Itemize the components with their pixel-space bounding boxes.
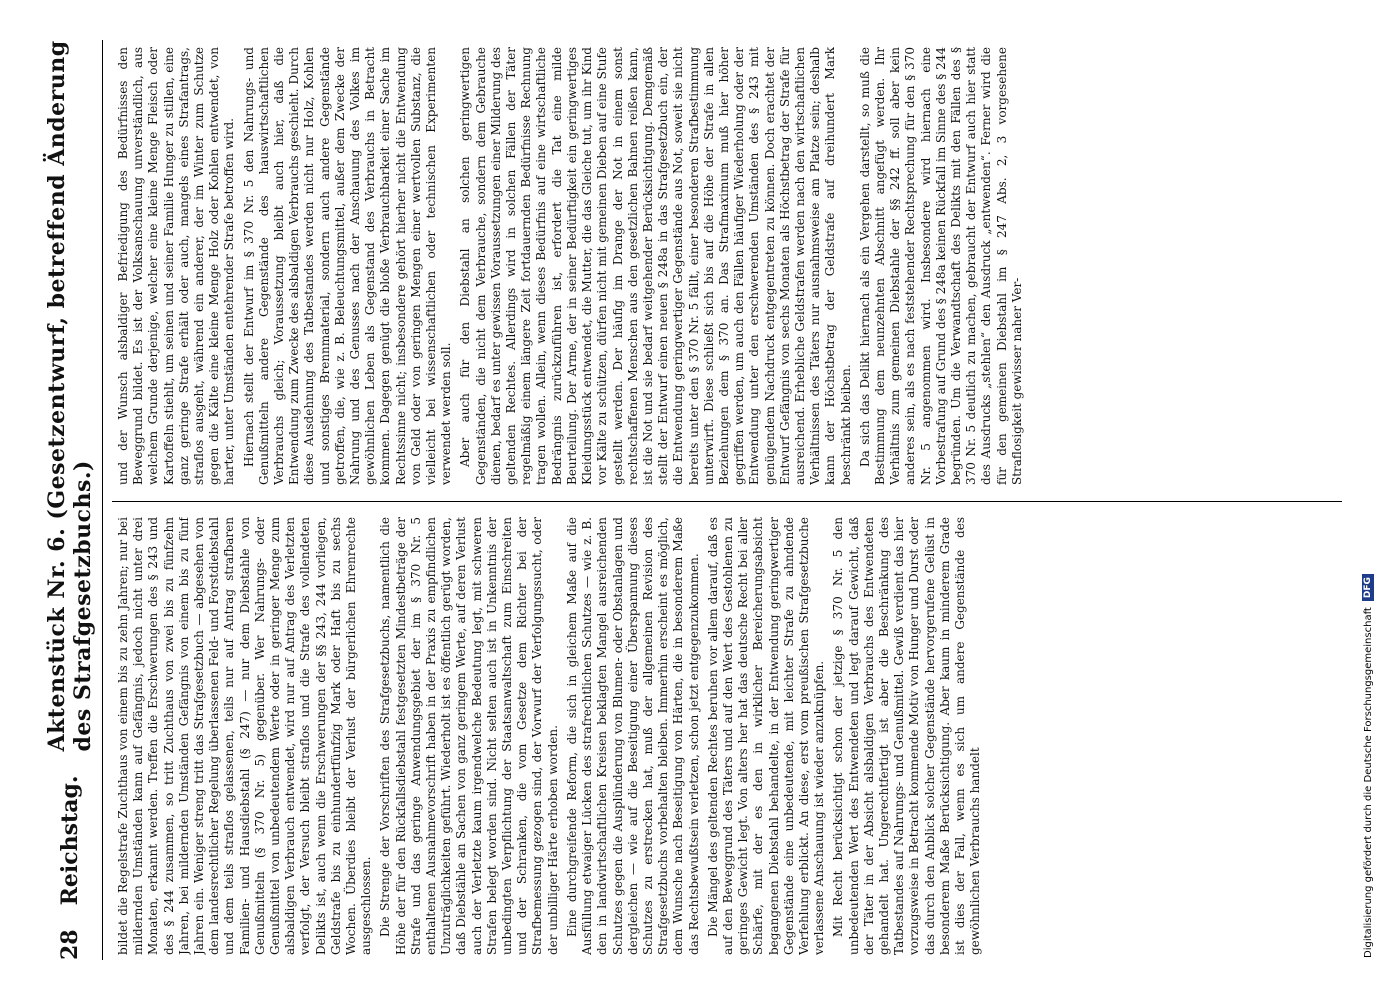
- page-title: Aktenstück Nr. 6. (Gesetzentwurf, betreffend Änderung des Strafgesetzbuchs.): [44, 40, 96, 752]
- left-column: [116, 517, 1341, 955]
- watermark-text-row: [1357, 18, 1379, 958]
- dfg-logo: DFG: [1362, 574, 1374, 601]
- right-column: [116, 47, 1341, 485]
- header-rule: [102, 40, 103, 960]
- watermark-text: Digitalisierung gefördert durch die Deutsche Forschungsgemeinschaft: [1362, 607, 1374, 958]
- paragraph: Aber auch für den Diebstahl an solchen geringwertigen Gegenständen, die nicht dem Verbrauche, sondern dem Gebrauche dienen, bedarf es unter gewissen Voraussetzungen einer Milderung des geltenden Rechtes. Allerdings wird in solchen Fällen der Täter regelmäßig einem längere Zeit fortdauernden Bedürfnisse Rechnung tragen wollen. Allein, wenn dieses Bedürfnis auf eine wirtschaftliche Bedrängnis zurückzuführen ist, erfordert die Tat eine milde Beurteilung. Der Arme, der in seiner Bedürftigkeit ein geringwertiges Kleidungsstück entwendet, die Mutter, die das Gleiche tut, um ihr Kind vor Kälte zu schützen, dürfen nicht mit gemeinen Dieben auf eine Stufe gestellt werden. Der häufig im Drange der Not in einem sonst rechtschaffenen Menschen aus den gesetzlichen Bahnen reißen kann, ist die Not und sie bedarf weitgehender Berücksichtigung. Demgemäß stellt der Entwurf einen neuen § 248a in das Strafgesetzbuch ein, der die Entwendung geringwertiger Gegenstände aus Not, soweit sie nicht bereits unter den § 370 Nr. 5 fällt, einer besonderen Strafbestimmung unterwirft. Diese schließt sich bis auf die Höhe der Strafe in allen Beziehungen dem § 370 an. Das Strafmaximum muß hier höher gegriffen werden, um auch den Fällen häufiger Wiederholung oder der Entwendung unter den erschwerenden Umständen des § 243 mit genügendem Nachdruck entgegentreten zu können. Doch erachtet der Entwurf Gefängnis von sechs Monaten als Höchstbetrag der Strafe für ausreichend. Erhebliche Geldstrafen werden nach den wirtschaftlichen Verhältnissen des Täters nur ausnahmsweise am Platze sein; deshalb kann der Höchstbetrag der Geldstrafe auf dreihundert Mark beschränkt bleiben.: [458, 47, 853, 485]
- paragraph: Hiernach stellt der Entwurf im § 370 Nr. 5 den Nahrungs- und Genußmitteln andere Gegenstände des hauswirtschaftlichen Verbrauchs gleich; Voraussetzung bleibt auch hier, daß die Entwendung zum Zwecke des alsbaldigen Verbrauchs geschieht. Durch diese Ausdehnung des Tatbestandes werden nicht nur Holz, Kohlen und sonstiges Brennmaterial, sondern auch andere Gegenstände getroffen, die, wie z. B. Beleuchtungsmittel, außer dem Zwecke der Nahrung und des Genusses nach der Anschauung des Volkes im gewöhnlichen Leben als Gegenstand des Verbrauchs in Betracht kommen. Dagegen genügt die bloße Verbrauchbarkeit einer Sache im Rechtssinne nicht; insbesondere gehört hierher nicht die Entwendung von Geld oder von geringen Mengen einer wertvollen Substanz, die vielleicht bei wissenschaftlichen oder technischen Experimenten verwendet werden soll.: [241, 47, 454, 485]
- paragraph: Eine durchgreifende Reform, die sich in gleichem Maße auf die Ausfüllung etwaiger Lücken des strafrechtlichen Schutzes — wie z. B. den in landwirtschaftlichen Kreisen beklagten Mangel ausreichenden Schutzes gegen die Ausplünderung von Blumen- oder Obstanlagen und dergleichen — wie auf die Beseitigung einer Überspannung dieses Schutzes zu erstrecken hat, muß der allgemeinen Revision des Strafgesetzbuchs vorbehalten bleiben. Immerhin erscheint es möglich, dem Wunsche nach Beseitigung von Härten, die in besonderem Maße das Rechtsbewußtsein verletzen, schon jetzt entgegenzukommen.: [564, 517, 701, 955]
- page-header: [40, 20, 100, 960]
- paragraph: Mit Recht berücksichtigt schon der jetzige § 370 Nr. 5 den unbedeutenden Wert des Entwendeten und legt darauf Gewicht, daß der Täter in der Absicht alsbaldigen Verbrauchs des Entwendeten gehandelt hat. Ungerechtfertigt ist aber die Beschränkung des Tatbestandes auf Nahrungs- und Genußmittel. Gewiß verdient das hier vorzugsweise in Betracht kommende Motiv von Hunger und Durst oder das durch den Anblick solcher Gegenstände hervorgerufene Gelüst in besonderem Maße Berücksichtigung. Aber kaum in minderem Grade ist dies der Fall, wenn es sich um andere Gegenstände des gewöhnlichen Verbrauchs handelt: [831, 517, 983, 955]
- header-reichstag: Reichstag.: [57, 775, 83, 906]
- paragraph: Da sich das Delikt hiernach als ein Vergehen darstellt, so muß die Bestimmung dem neunzehnten Abschnitt angefügt werden. Ihr Verhältnis zum gemeinen Diebstahle der §§ 242 ff. soll aber kein anderes sein, als es nach feststehender Rechtsprechung für den § 370 Nr. 5 angenommen wird. Insbesondere wird hiernach eine Vorbestrafung auf Grund des § 248a keinen Rückfall im Sinne des § 244 begründen. Um die Verwandtschaft des Delikts mit den Fällen des § 370 Nr. 5 deutlich zu machen, gebraucht der Entwurf auch hier statt des Ausdrucks „stehlen“ den Ausdruck „entwenden“. Ferner wird die für den gemeinen Diebstahl im § 247 Abs. 2, 3 vorgesehene Straflosigkeit gewisser naher Ver-: [857, 47, 1024, 485]
- paragraph: und der Wunsch alsbaldiger Befriedigung des Bedürfnisses den Beweggrund bildet. Es ist der Volksanschauung unverständlich, aus welchem Grunde derjenige, welcher eine kleine Menge Fleisch oder Kartoffeln stiehlt, um seinen und seiner Familie Hunger zu stillen, eine ganz geringe Strafe erhält oder auch, mangels eines Strafantrags, straflos ausgeht, während ein anderer, der im Winter zum Schutze gegen die Kälte eine kleine Menge Holz oder Kohlen entwendet, von harter, unter Umständen entehrender Strafe betroffen wird.: [116, 47, 237, 485]
- dfg-watermark: [1353, 18, 1375, 958]
- paragraph: bildet die Regelstrafe Zuchthaus von einem bis zu zehn Jahren; nur bei mildernden Umständen kann auf Gefängnis, jedoch nicht unter drei Monaten, erkannt werden. Treffen die Erschwerungen des § 243 und des § 244 zusammen, so tritt Zuchthaus von zwei bis zu fünfzehn Jahren, bei mildernden Umständen Gefängnis von einem bis zu fünf Jahren ein. Weniger streng tritt das Strafgesetzbuch — abgesehen von dem landesrechtlicher Regelung überlassenen Feld- und Forstdiebstahl und dem teils straflos gelassenen, teils nur auf Antrag strafbaren Familien- und Hausdiebstahl (§ 247) — nur dem Diebstahle von Genußmitteln (§ 370 Nr. 5) gegenüber. Wer Nahrungs- oder Genußmittel von unbedeutendem Werte oder in geringer Menge zum alsbaldigen Verbrauch entwendet, wird nur auf Antrag des Verletzten verfolgt, der Versuch bleibt straflos und die Strafe des vollendeten Delikts ist, auch wenn die Erschwerungen der §§ 243, 244 vorliegen, Geldstrafe bis zu einhundertfünfzig Mark oder Haft bis zu sechs Wochen. Überdies bleibt der Verlust der bürgerlichen Ehrenrechte ausgeschlossen.: [116, 517, 374, 955]
- paragraph: Die Mängel des geltenden Rechtes beruhen vor allem darauf, daß es auf den Beweggrund des Täters und auf den Wert des Gestohlenen zu geringes Gewicht legt. Von alters her hat das deutsche Recht bei aller Schärfe, mit der es den in wirklicher Bereicherungsabsicht begangenen Diebstahl behandelte, in der Entwendung geringwertiger Gegenstände eine unbedeutende, mit leichter Strafe zu ahndende Verfehlung erblickt. An diese, erst vom preußischen Strafgesetzbuche verlassene Anschauung ist wieder anzuknüpfen.: [705, 517, 827, 955]
- column-separator: [112, 501, 1342, 502]
- paragraph: Die Strenge der Vorschriften des Strafgesetzbuchs, namentlich die Höhe der für den Rückfallsdiebstahl festgesetzten Mindestbeträge der Strafe und das geringe Anwendungsgebiet der im § 370 Nr. 5 enthaltenen Ausnahmevorschrift haben in der Praxis zu empfindlichen Unzuträglichkeiten geführt. Wiederholt ist es öffentlich gerügt worden, daß Diebstähle an Sachen von ganz geringem Werte, auf deren Verlust auch der Verletzte kaum irgendwelche Bedeutung legt, mit schweren Strafen belegt worden sind. Nicht selten auch ist in Unkenntnis der unbedingten Verpflichtung der Staatsanwaltschaft zum Einschreiten und der Schranken, die vom Gesetze dem Richter bei der Strafbemessung gezogen sind, der Vorwurf der Verfolgungssucht, oder der unbilliger Härte erhoben worden.: [378, 517, 560, 955]
- page-number: 28: [57, 929, 83, 960]
